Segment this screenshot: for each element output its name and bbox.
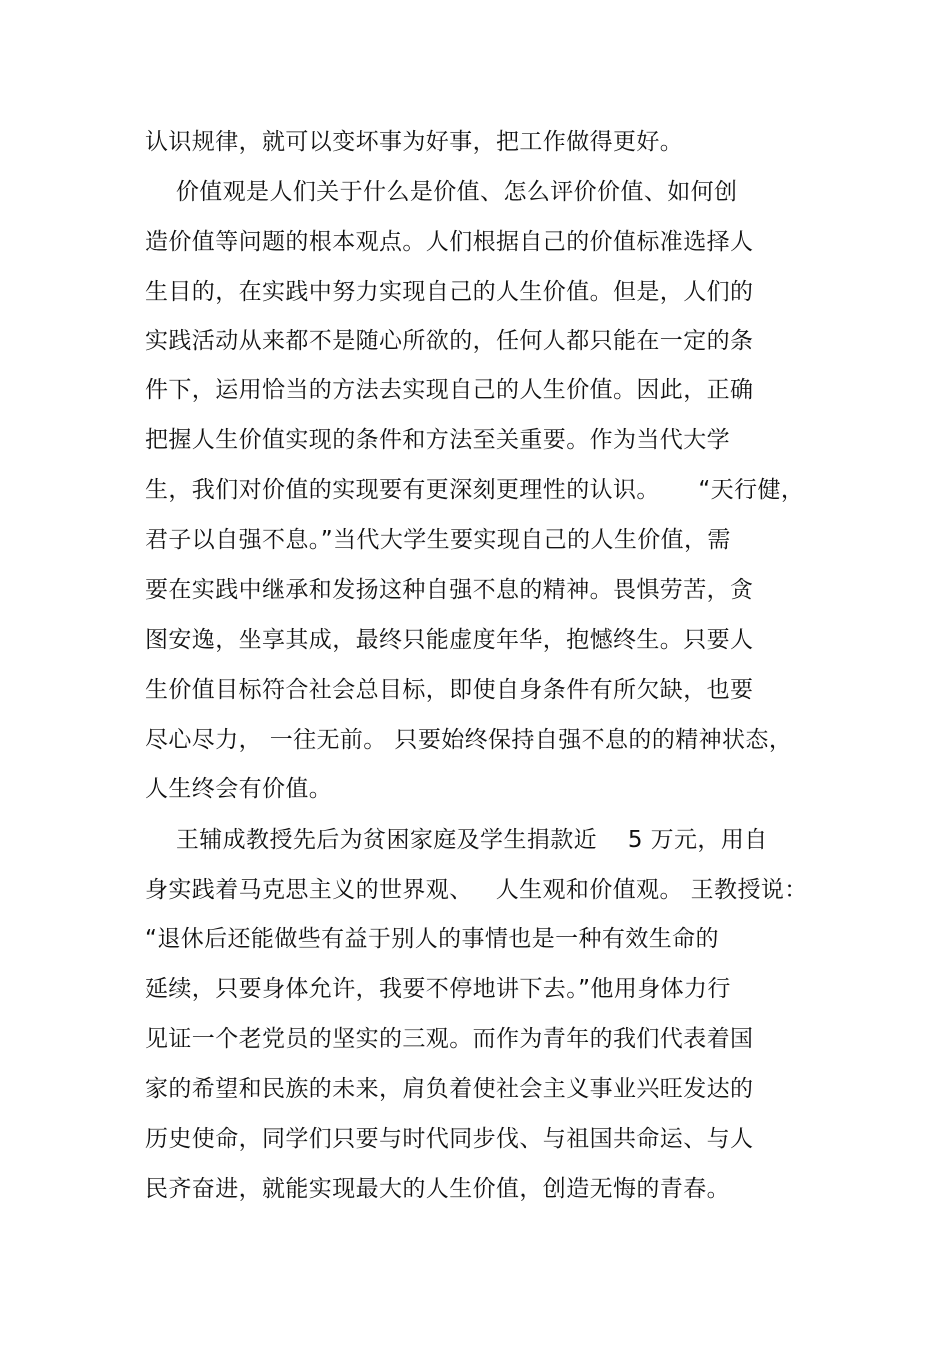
text-line: 实践活动从来都不是随心所欲的，任何人都只能在一定的条 <box>145 328 754 354</box>
text-line: 生，我们对价值的实现要有更深刻更理性的认识。 “天行健， <box>145 477 805 503</box>
text-line: 见证一个老党员的坚实的三观。而作为青年的我们代表着国 <box>145 1026 754 1052</box>
text-line: “退休后还能做些有益于别人的事情也是一种有效生命的 <box>145 926 719 952</box>
text-line: 延续，只要身体允许，我要不停地讲下去。”他用身体力行 <box>145 976 731 1002</box>
text-line: 民齐奋进，就能实现最大的人生价值，创造无悔的青春。 <box>145 1176 730 1202</box>
text-line: 君子以自强不息。”当代大学生要实现自己的人生价值，需 <box>145 527 731 553</box>
text-line: 把握人生价值实现的条件和方法至关重要。作为当代大学 <box>145 427 730 453</box>
text-line: 生目的，在实践中努力实现自己的人生价值。但是，人们的 <box>145 279 754 305</box>
text-line: 王辅成教授先后为贫困家庭及学生捐款近 5 万元，用自 <box>145 827 768 853</box>
text-line: 图安逸，坐享其成，最终只能虚度年华，抱憾终生。只要人 <box>145 627 754 653</box>
text-line: 认识规律，就可以变坏事为好事，把工作做得更好。 <box>145 129 684 155</box>
text-line: 尽心尽力， 一往无前。 只要始终保持自强不息的的精神状态， <box>145 727 793 753</box>
text-line: 人生终会有价值。 <box>145 776 333 802</box>
text-line: 历史使命，同学们只要与时代同步伐、与祖国共命运、与人 <box>145 1126 754 1152</box>
text-line: 造价值等问题的根本观点。人们根据自己的价值标准选择人 <box>145 229 754 255</box>
text-line: 身实践着马克思主义的世界观、 人生观和价值观。 王教授说： <box>145 877 808 903</box>
text-line: 家的希望和民族的未来，肩负着使社会主义事业兴旺发达的 <box>145 1076 754 1102</box>
text-line: 要在实践中继承和发扬这种自强不息的精神。畏惧劳苦，贪 <box>145 577 754 603</box>
text-line: 件下，运用恰当的方法去实现自己的人生价值。因此，正确 <box>145 377 754 403</box>
text-line: 价值观是人们关于什么是价值、怎么评价价值、如何创 <box>145 179 738 205</box>
text-line: 生价值目标符合社会总目标，即使自身条件有所欠缺，也要 <box>145 677 754 703</box>
